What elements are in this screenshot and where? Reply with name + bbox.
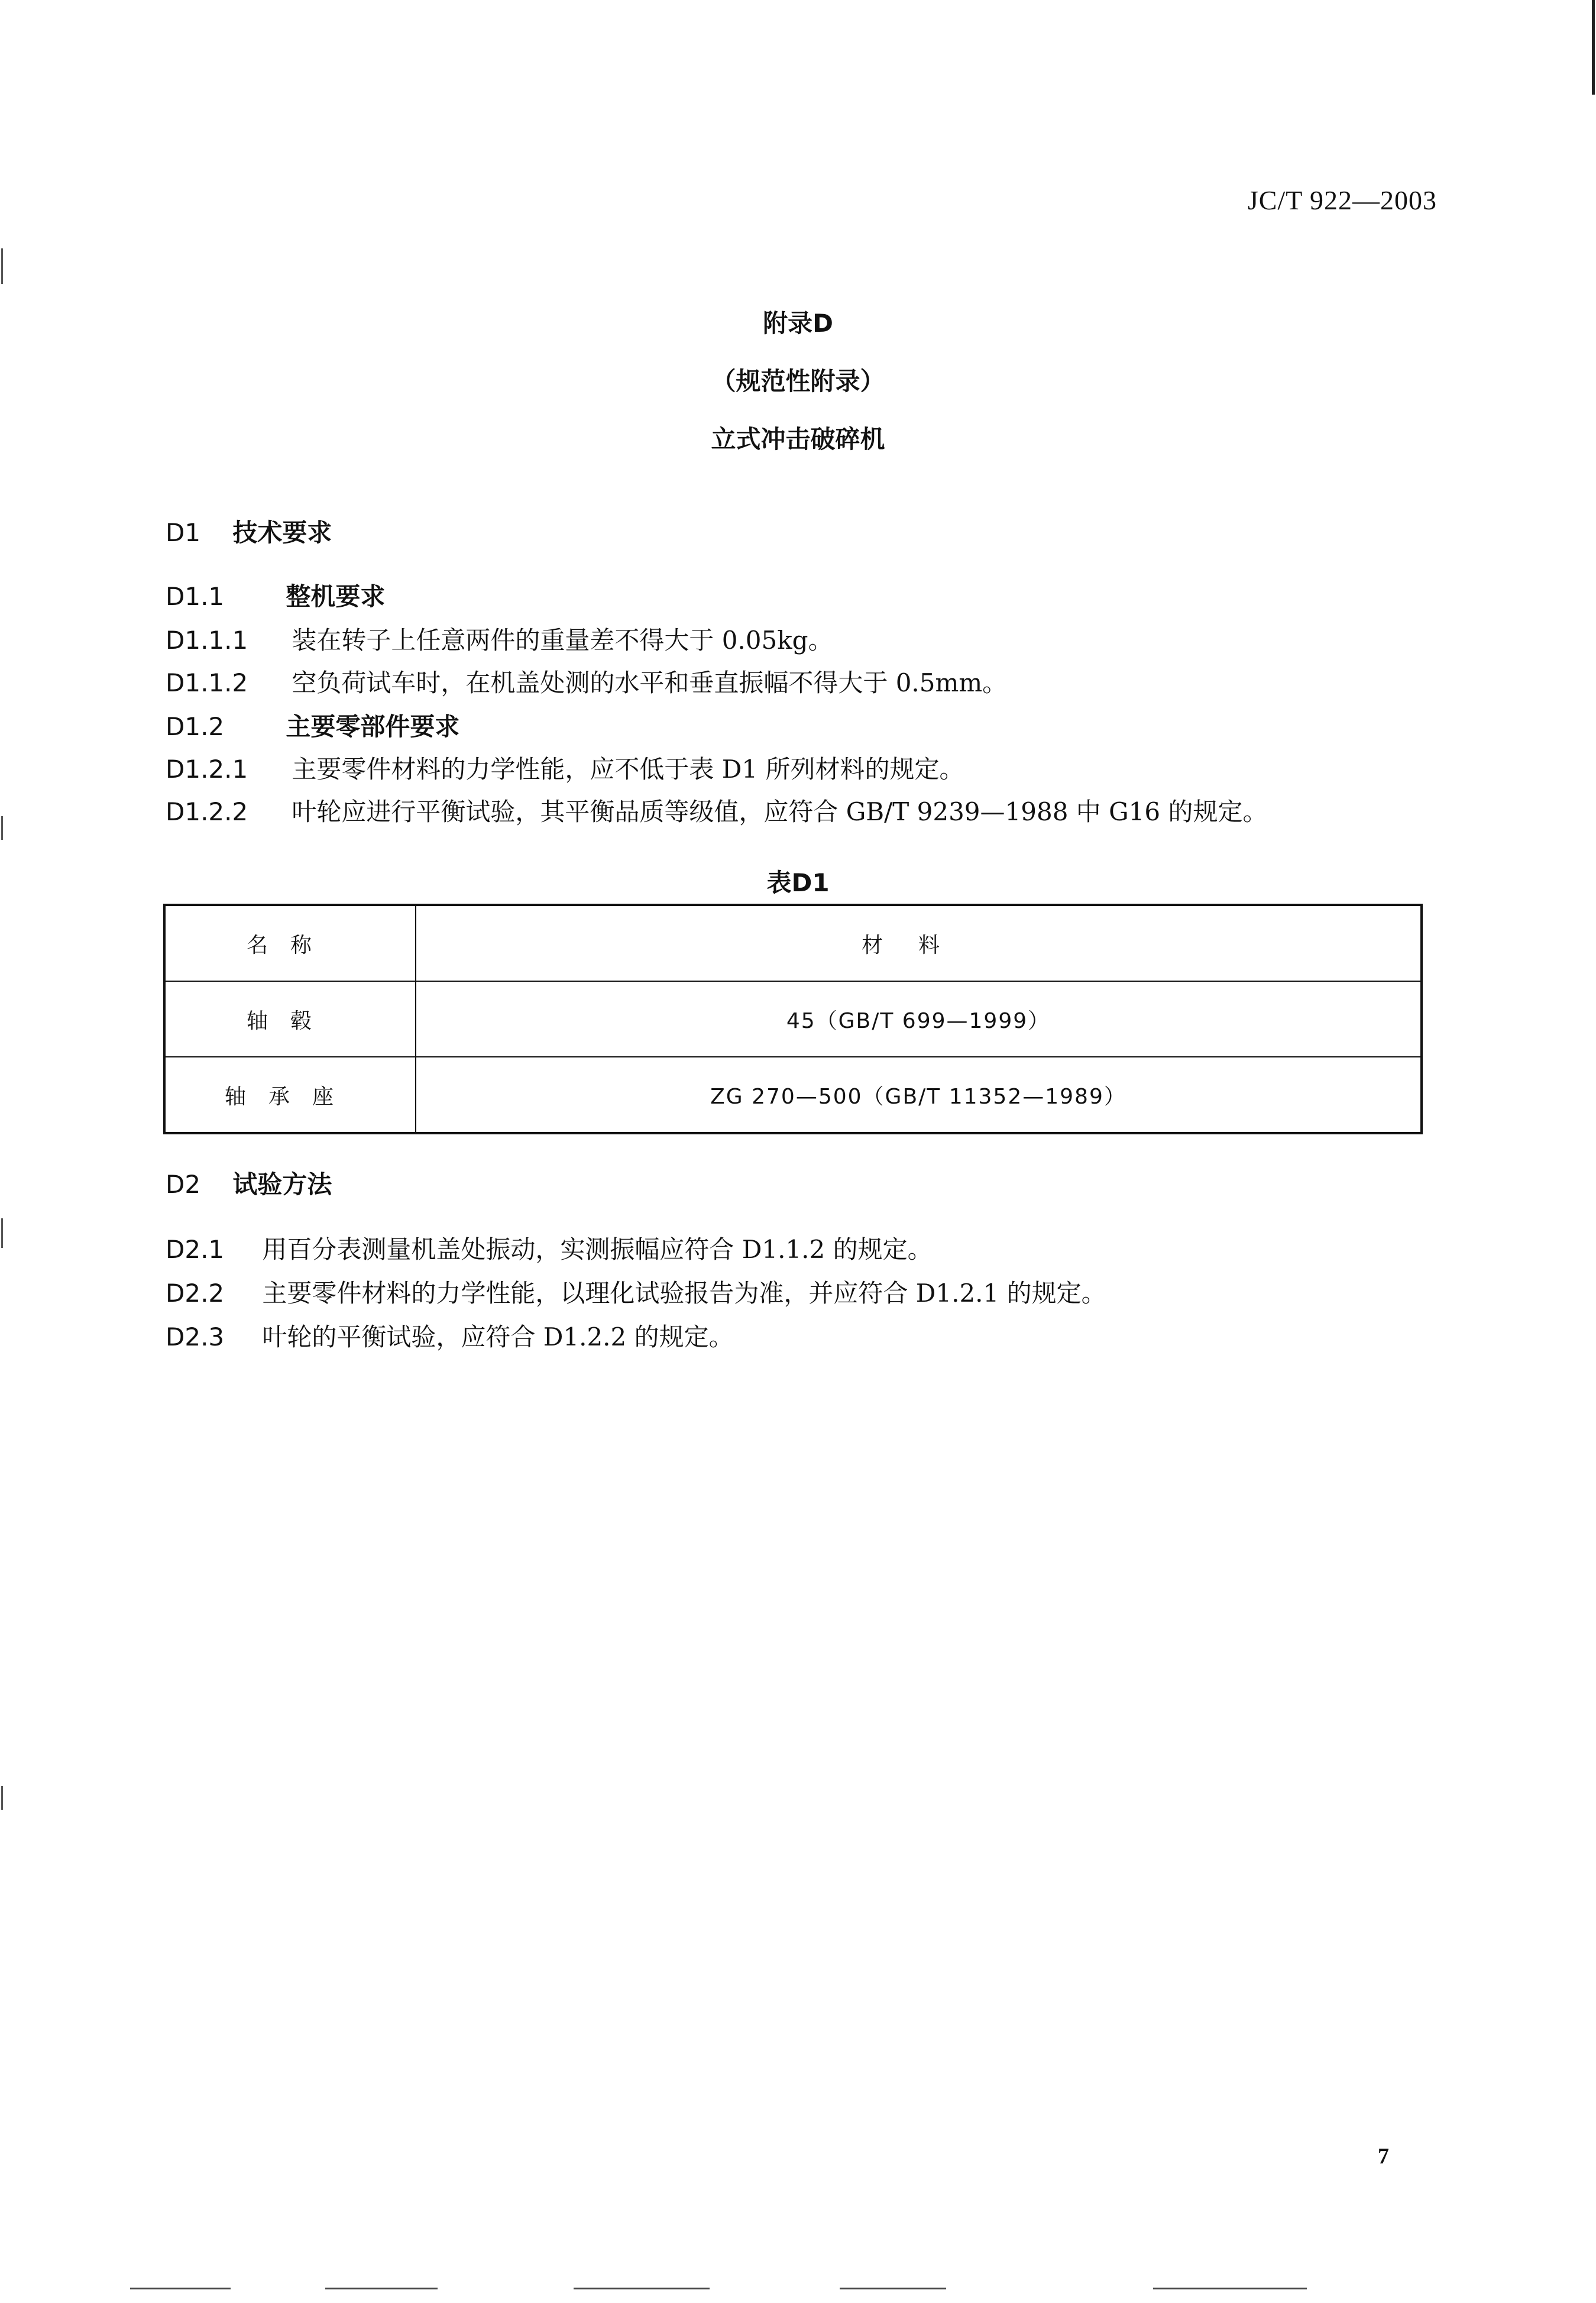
section-d2 [166,1165,332,1201]
clause-number: D1.1.1 [166,626,248,655]
clause-text: 空负荷试车时，在机盖处测的水平和垂直振幅不得大于 0.5mm。 [292,668,1008,697]
table-cell: 轴承座 [164,1057,416,1133]
appendix-title: 立式冲击破碎机 [711,425,885,454]
table-caption: 表D1 [766,868,830,897]
clause-number: D1.2.1 [166,755,248,784]
clause-text: 主要零件材料的力学性能，应不低于表 D1 所列材料的规定。 [292,755,964,784]
scan-margin-mark [1,248,3,284]
section-d1-1 [166,577,385,613]
appendix-type: （规范性附录） [711,367,885,396]
section-number: D1 [166,518,201,547]
clause-number: D1.2.2 [166,797,248,826]
section-d1-2 [166,707,459,743]
section-title: 试验方法 [232,1170,332,1199]
clause-d1-2-2 [166,793,1267,828]
clause-d1-1-2 [166,664,1007,699]
section-title: 技术要求 [232,518,332,547]
section-title: 整机要求 [286,582,386,611]
table-header-row [164,905,1422,981]
appendix-label: 附录D [763,309,833,338]
section-number: D1.2 [166,712,225,741]
table-cell: 轴毂 [164,981,416,1057]
clause-d1-1-1 [166,621,833,656]
clause-d2-1 [166,1230,933,1266]
clause-d2-2 [166,1274,1106,1309]
scan-margin-mark [1,816,3,840]
table-row [164,1057,1422,1133]
clause-number: D2.1 [166,1235,225,1264]
table-cell: 45（GB/T 699—1999） [416,981,1422,1057]
clause-text: 叶轮应进行平衡试验，其平衡品质等级值，应符合 GB/T 9239—1988 中 G16 的规定。 [292,797,1268,826]
scan-bottom-rule [840,2288,946,2289]
clause-text: 叶轮的平衡试验，应符合 D1.2.2 的规定。 [262,1322,734,1351]
table-row [164,981,1422,1057]
page-number: 7 [1378,2144,1389,2169]
clause-text: 主要零件材料的力学性能，以理化试验报告为准，并应符合 D1.2.1 的规定。 [262,1279,1106,1308]
scan-margin-mark [1,1218,3,1248]
scan-bottom-rule [325,2288,438,2289]
material-table [163,904,1423,1134]
clause-d2-3 [166,1318,734,1353]
column-header-name: 名称 [164,905,416,981]
section-number: D1.1 [166,582,225,611]
column-header-material: 材料 [416,905,1422,981]
scan-bottom-rule [1153,2288,1307,2289]
standard-code: JC/T 922—2003 [1247,185,1437,215]
clause-d1-2-1 [166,750,964,785]
scan-bottom-rule [574,2288,710,2289]
table-cell: ZG 270—500（GB/T 11352—1989） [416,1057,1422,1133]
section-title: 主要零部件要求 [286,712,460,741]
scan-margin-mark [1,1786,3,1810]
clause-text: 装在转子上任意两件的重量差不得大于 0.05kg。 [292,626,833,655]
section-number: D2 [166,1170,201,1199]
scan-right-edge [1592,0,1595,95]
clause-number: D2.3 [166,1322,225,1351]
section-d1 [166,513,332,549]
clause-number: D2.2 [166,1279,225,1308]
clause-number: D1.1.2 [166,668,248,697]
clause-text: 用百分表测量机盖处振动，实测振幅应符合 D1.1.2 的规定。 [262,1235,933,1264]
scan-bottom-rule [130,2288,231,2289]
